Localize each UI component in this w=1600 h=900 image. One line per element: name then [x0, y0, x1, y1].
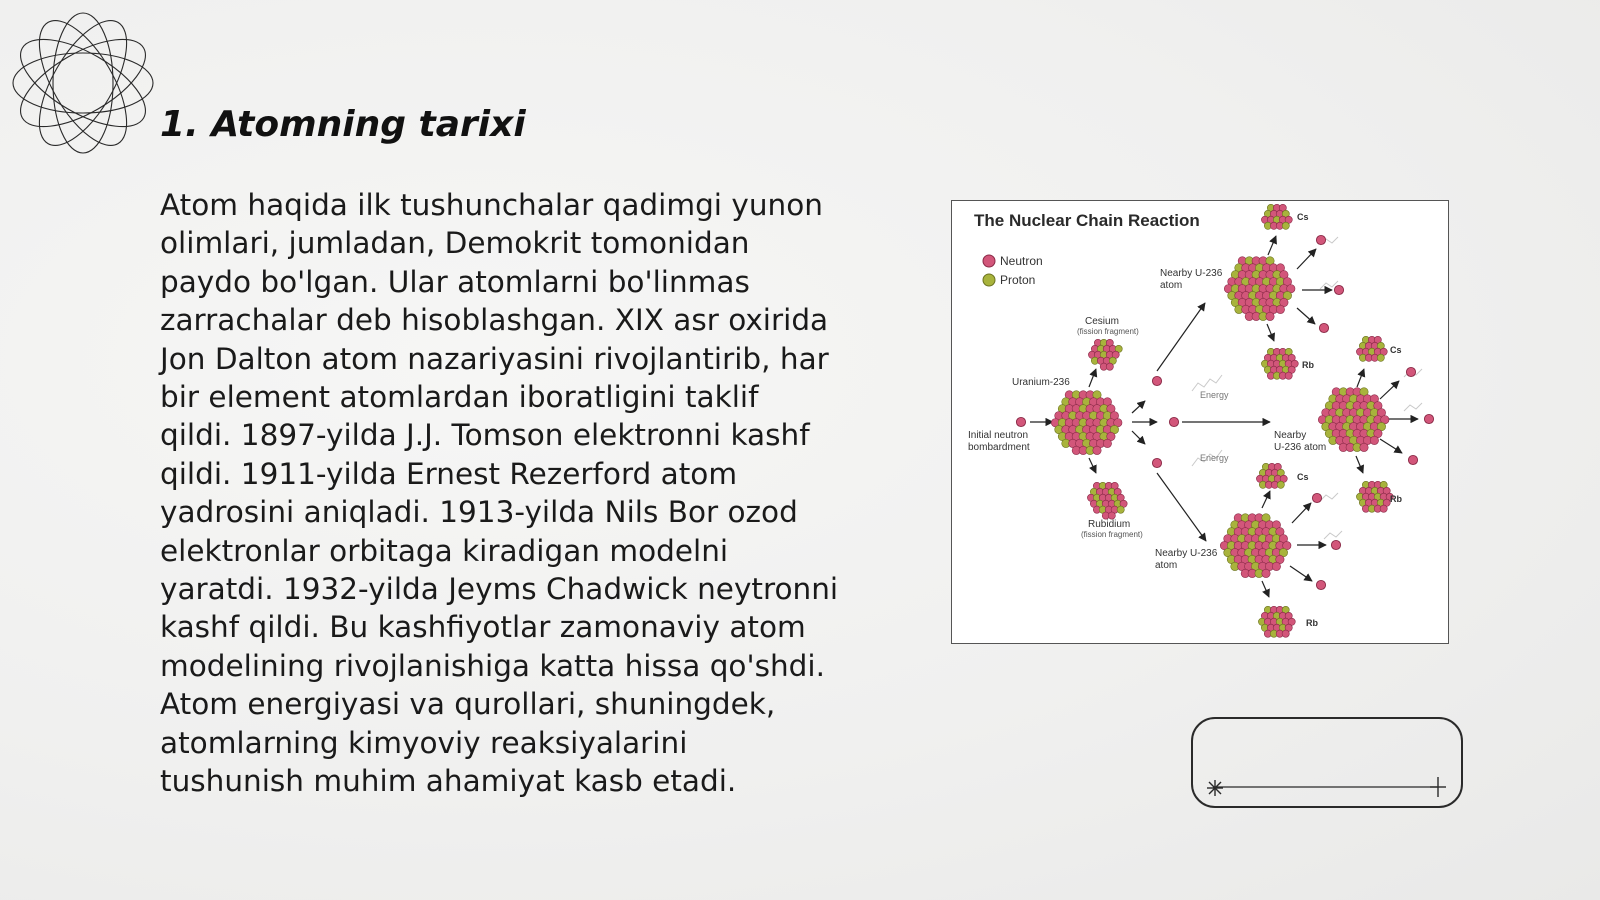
cs-label-1: Cs	[1297, 212, 1309, 222]
free-neutron-11	[1312, 493, 1321, 502]
rb-fragment-top	[1261, 348, 1298, 379]
free-neutron-6	[1334, 285, 1343, 294]
energy-label-2: Energy	[1200, 453, 1229, 463]
energy-label-1: Energy	[1200, 390, 1229, 400]
free-neutron-8	[1406, 367, 1415, 376]
legend-neutron-dot	[982, 254, 996, 268]
uranium-236-nucleus	[1051, 391, 1122, 455]
sparkle-icon[interactable]	[1205, 778, 1225, 798]
free-neutron-4	[1152, 458, 1161, 467]
nearby-mid-label-2: U-236 atom	[1274, 442, 1327, 453]
free-neutron-5	[1316, 235, 1325, 244]
cs-label-2: Cs	[1390, 345, 1402, 355]
rb-label-2: Rb	[1390, 494, 1402, 504]
uranium-label: Uranium-236	[1012, 377, 1070, 388]
nearby-top-label-2: atom	[1160, 280, 1183, 291]
nearby-u236-top	[1224, 257, 1295, 321]
free-neutron-9	[1424, 414, 1433, 423]
nuclear-chain-reaction-figure	[951, 200, 1449, 644]
free-neutron-12	[1331, 540, 1340, 549]
free-neutron-7	[1319, 323, 1328, 332]
free-neutron-10	[1408, 455, 1417, 464]
slide-body-text: Atom haqida ilk tushunchalar qadimgi yunon olimlari, jumladan, Demokrit tomonidan paydo bo'lgan. Ular atomlarni bo'linmas zarrachalar deb hisoblashgan. XIX asr oxirida Jon Dalton atom nazariyasini rivojlantirib, har bir element atomlardan iboratligini taklif qildi. 1897-yilda J.J. Tomson elektronni kashf qildi. 1911-yilda Ernest Rezerford atom yadrosini aniqladi. 1913-yilda Nils Bor ozod elektronlar orbitaga kiradigan modelni yaratdi. 1932-yilda Jeyms Chadwick neytronni kashf qildi. Bu kashfiyotlar zamonaviy atom modelining rivojlanishiga katta hissa qo'shdi. Atom energiyasi va qurollari, shuningdek, atomlarning kimyoviy reaksiyalarini tushunish muhim ahamiyat kasb etadi.	[160, 188, 839, 799]
rb-fragment-mid	[1356, 481, 1393, 512]
initial-neutron-label: Initial neutron	[968, 430, 1029, 441]
legend-neutron-label: Neutron	[1000, 254, 1043, 268]
free-neutron-1	[1016, 417, 1025, 426]
cs-label-3: Cs	[1297, 472, 1309, 482]
rubidium-fragment	[1087, 482, 1127, 519]
rb-label-1: Rb	[1302, 360, 1314, 370]
bombardment-label: bombardment	[968, 442, 1030, 453]
nearby-top-label: Nearby U-236	[1160, 268, 1223, 279]
legend-proton-label: Proton	[1000, 273, 1036, 287]
crosshair-icon[interactable]	[1427, 776, 1449, 798]
free-neutron-2	[1152, 376, 1161, 385]
nearby-bot-label-2: atom	[1155, 560, 1178, 571]
cesium-label: Cesium	[1085, 316, 1119, 327]
cs-fragment-bot	[1256, 463, 1287, 488]
rb-label-3: Rb	[1306, 618, 1318, 628]
free-neutron-13	[1316, 580, 1325, 589]
cs-fragment-mid	[1356, 336, 1387, 361]
controls-canvas	[1193, 719, 1461, 806]
rb-fragment-bot	[1258, 606, 1295, 637]
nearby-bot-label: Nearby U-236	[1155, 548, 1218, 559]
figure-title: The Nuclear Chain Reaction	[974, 211, 1200, 230]
free-neutron-3	[1169, 417, 1178, 426]
legend-proton-dot	[982, 273, 996, 287]
rubidium-fission-label: (fission fragment)	[1081, 530, 1143, 539]
cs-fragment-top	[1261, 204, 1292, 229]
nearby-u236-bot	[1220, 514, 1291, 578]
cesium-fission-label: (fission fragment)	[1077, 327, 1139, 336]
rubidium-label: Rubidium	[1088, 519, 1131, 530]
slide-controls	[1191, 717, 1463, 808]
orbit-rings-icon	[8, 8, 158, 158]
nearby-mid-label: Nearby	[1274, 430, 1307, 441]
nearby-u236-mid	[1318, 388, 1389, 452]
cesium-fragment	[1088, 339, 1122, 370]
slide-title: 1. Atomning tarixi	[160, 104, 526, 145]
